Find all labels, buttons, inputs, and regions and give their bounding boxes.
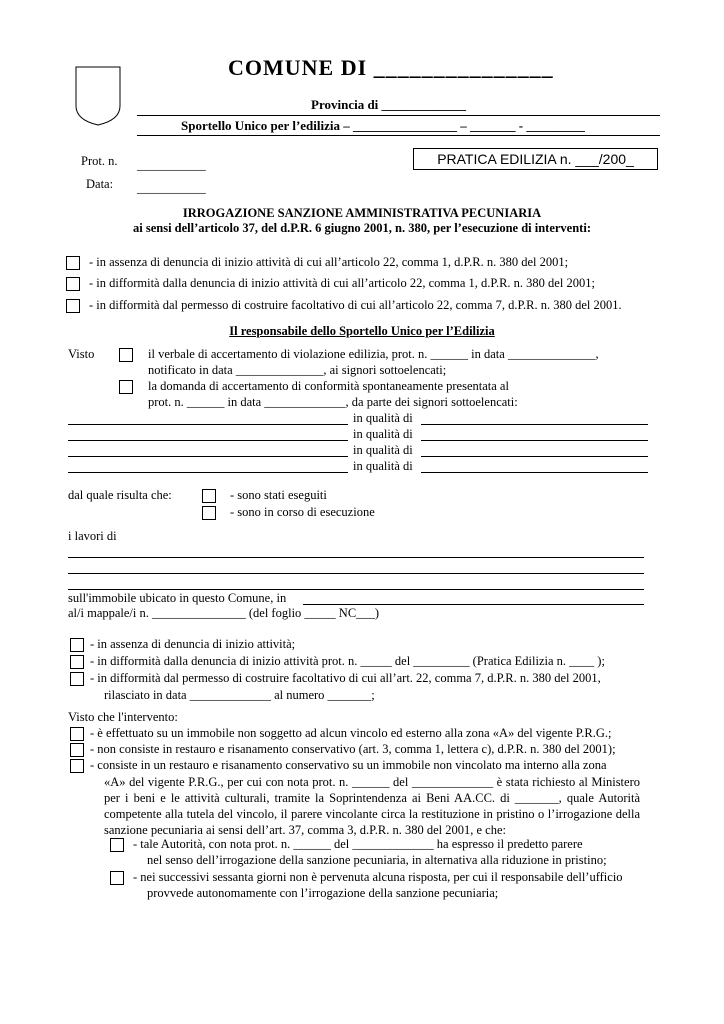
- intervento-label: Visto che l'intervento:: [68, 710, 178, 724]
- qualita-label-3: in qualità di: [353, 443, 413, 457]
- visto-checkbox-1[interactable]: [119, 348, 133, 362]
- provincia-line: Provincia di _____________: [311, 97, 467, 112]
- interventi-option-3: - in difformità dal permesso di costruire facoltativo di cui all’articolo 22, comma 7, d.P.R. n. 380 del 2001.: [89, 298, 622, 312]
- visto-option-2-line-1: la domanda di accertamento di conformità spontaneamente presentata al: [148, 379, 509, 393]
- data-value[interactable]: ___________: [137, 181, 206, 195]
- prot-value[interactable]: ___________: [137, 158, 206, 172]
- intervento-sub-checkbox-2[interactable]: [110, 871, 124, 885]
- qualita-line-4[interactable]: [421, 472, 648, 473]
- intervento-option-1: - è effettuato su un immobile non soggetto ad alcun vincolo ed esterno alla zona «A» del vigente P.R.G.;: [90, 726, 612, 740]
- risulta-option-2: - sono in corso di esecuzione: [230, 505, 375, 519]
- intervento-sub-option-2-line-2: provvede autonomamente con l’irrogazione della sanzione pecuniaria;: [147, 886, 499, 900]
- immobile-address-line[interactable]: [303, 604, 644, 605]
- assenza-option-1: - in assenza di denuncia di inizio attività;: [90, 637, 296, 651]
- comune-title: COMUNE DI _______________: [228, 55, 554, 80]
- header-rule-2: [137, 135, 660, 136]
- qualita-line-2[interactable]: [421, 440, 648, 441]
- visto-option-2-line-2: prot. n. ______ in data _____________, da parte dei signori sottoelencati:: [148, 395, 518, 409]
- municipal-crest-icon: [73, 64, 123, 128]
- lavori-line-3[interactable]: [68, 589, 644, 590]
- sportello-line: Sportello Unico per l’edilizia – ________________ – _______ - _________: [181, 118, 585, 133]
- assenza-option-3-line-2: rilasciato in data _____________ al numero _______;: [104, 688, 375, 702]
- risulta-option-1: - sono stati eseguiti: [230, 488, 327, 502]
- lavori-label: i lavori di: [68, 529, 117, 543]
- responsabile-heading: Il responsabile dello Sportello Unico per l’Edilizia: [229, 324, 495, 338]
- intervento-checkbox-3[interactable]: [70, 759, 84, 773]
- intervento-sub-option-1-line-2: nel senso dell’irrogazione della sanzione pecuniaria, in alternativa alla riduzione in pristino;: [147, 853, 607, 867]
- heading-subtitle: ai sensi dell’articolo 37, del d.P.R. 6 giugno 2001, n. 380, per l’esecuzione di interventi:: [133, 221, 591, 235]
- visto-option-1-line-2: notificato in data ______________, ai signori sottoelencati;: [148, 363, 447, 377]
- assenza-checkbox-3[interactable]: [70, 672, 84, 686]
- visto-option-1-line-1: il verbale di accertamento di violazione edilizia, prot. n. ______ in data ______________,: [148, 347, 599, 361]
- interventi-option-1: - in assenza di denuncia di inizio attività di cui all’articolo 22, comma 1, d.P.R. n. 380 del 2001;: [89, 255, 569, 269]
- qualita-label-4: in qualità di: [353, 459, 413, 473]
- signore-name-line-3[interactable]: [68, 456, 348, 457]
- qualita-line-1[interactable]: [421, 424, 648, 425]
- header-rule-1: [137, 115, 660, 116]
- immobile-line-2: al/i mappale/i n. _______________ (del foglio _____ NC___): [68, 606, 380, 620]
- qualita-label-1: in qualità di: [353, 411, 413, 425]
- risulta-checkbox-2[interactable]: [202, 506, 216, 520]
- heading-title: IRROGAZIONE SANZIONE AMMINISTRATIVA PECUNIARIA: [182, 206, 542, 220]
- assenza-checkbox-2[interactable]: [70, 655, 84, 669]
- immobile-line-1: sull'immobile ubicato in questo Comune, in: [68, 591, 287, 605]
- intervento-checkbox-1[interactable]: [70, 727, 84, 741]
- risulta-label: dal quale risulta che:: [68, 488, 172, 502]
- interventi-checkbox-1[interactable]: [66, 256, 80, 270]
- intervento-option-2: - non consiste in restauro e risanamento conservativo (art. 3, comma 1, lettera c), d.P.R. n. 380 del 2001);: [90, 742, 616, 756]
- signore-name-line-1[interactable]: [68, 424, 348, 425]
- assenza-option-2: - in difformità dalla denuncia di inizio attività prot. n. _____ del _________ (Pratica Edilizia n. ____ );: [90, 654, 605, 668]
- interventi-option-2: - in difformità dalla denuncia di inizio attività di cui all’articolo 22, comma 1, d.P.R. n. 380 del 2001;: [89, 276, 595, 290]
- lavori-line-2[interactable]: [68, 573, 644, 574]
- intervento-sub-option-1-line-1: - tale Autorità, con nota prot. n. ______ del _____________ ha espresso il predetto parere: [133, 837, 583, 851]
- intervento-checkbox-2[interactable]: [70, 743, 84, 757]
- prot-label: Prot. n.: [81, 154, 118, 168]
- visto-checkbox-2[interactable]: [119, 380, 133, 394]
- data-label: Data:: [86, 177, 114, 191]
- intervento-sub-checkbox-1[interactable]: [110, 838, 124, 852]
- lavori-line-1[interactable]: [68, 557, 644, 558]
- pratica-edilizia-box[interactable]: PRATICA EDILIZIA n. ___/200_: [413, 148, 658, 170]
- interventi-checkbox-3[interactable]: [66, 299, 80, 313]
- risulta-checkbox-1[interactable]: [202, 489, 216, 503]
- interventi-checkbox-2[interactable]: [66, 277, 80, 291]
- assenza-option-3-line-1: - in difformità dal permesso di costruire facoltativo di cui all’art. 22, comma 7, d.P.R. n. 380 del 2001,: [90, 671, 601, 685]
- assenza-checkbox-1[interactable]: [70, 638, 84, 652]
- visto-label: Visto: [68, 347, 95, 361]
- intervento-option-3-paragraph: «A» del vigente P.R.G., per cui con nota prot. n. ______ del _____________ è stata richiesto al Ministero per i beni e le attività culturali, tramite la Soprintendenza ai Beni AA.CC. di _______, quale Autorità competente alla tutela del vincolo, il parere vincolante circa la restituzione in pristino o l’irrogazione della sanzione pecuniaria ai sensi dell’art. 37, comma 3, d.P.R. n. 380 del 2001, e che:: [104, 775, 640, 837]
- qualita-label-2: in qualità di: [353, 427, 413, 441]
- intervento-option-3-line-1: - consiste in un restauro e risanamento conservativo su un immobile non vincolato ma interno alla zona: [90, 758, 607, 772]
- signore-name-line-4[interactable]: [68, 472, 348, 473]
- signore-name-line-2[interactable]: [68, 440, 348, 441]
- intervento-sub-option-2-line-1: - nei successivi sessanta giorni non è pervenuta alcuna risposta, per cui il responsabile dell’ufficio: [133, 870, 623, 884]
- qualita-line-3[interactable]: [421, 456, 648, 457]
